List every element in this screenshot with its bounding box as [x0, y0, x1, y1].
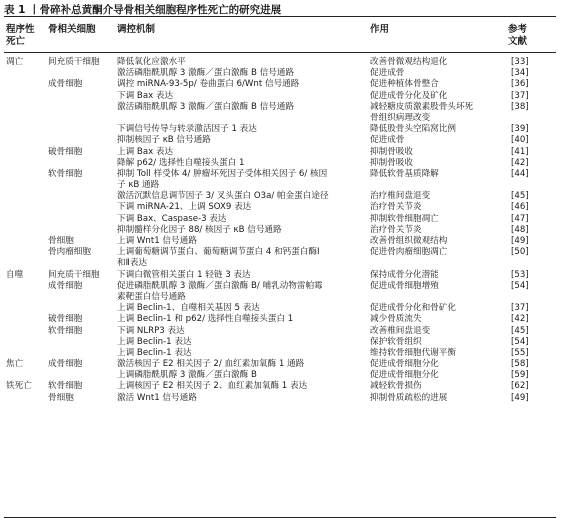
cell-ref: [49] [511, 236, 529, 246]
cell-mechanism: 下调 miRNA-21、上调 SOX9 表达 [117, 202, 252, 213]
bottom-rule [4, 517, 556, 518]
cell-ref: [53] [511, 269, 529, 280]
cell-effect: 减轻糖皮质激素股骨头坏死 [370, 101, 474, 112]
cell-mechanism: 上调 Beclin-1 表达 [117, 347, 192, 358]
cell-effect: 减轻软骨损伤 [370, 381, 422, 392]
cell-effect: 促进种植体骨整合 [370, 79, 439, 90]
table-row [0, 359, 562, 370]
table-row [0, 158, 562, 169]
cell-ref: [37] [511, 303, 529, 314]
table-row [0, 247, 562, 258]
cell-ref: [49] [511, 392, 529, 403]
table-row [0, 236, 562, 247]
cell-celltype: 软骨细胞 [48, 325, 83, 336]
table-row [0, 79, 562, 90]
cell-type: 自噬 [6, 269, 24, 280]
cell-ref: [58] [511, 359, 529, 370]
cell-celltype: 软骨细胞 [48, 381, 83, 392]
cell-effect: 促进成骨细胞分化 [370, 370, 439, 381]
header-type [6, 24, 35, 48]
cell-ref: [50] [511, 247, 529, 258]
cell-celltype: 破骨细胞 [48, 314, 83, 325]
table-body [0, 57, 562, 404]
table-row [0, 303, 562, 314]
table-row [0, 292, 562, 303]
cell-effect: 抑制软骨细胞凋亡 [370, 213, 439, 224]
cell-effect: 抑制骨吸收 [370, 146, 413, 157]
table-row [0, 113, 562, 124]
cell-mechanism: 激活核因子 E2 相关因子 2/ 血红素加氧酶 1 通路 [117, 359, 305, 370]
header-type-line1: 程序性 [6, 24, 35, 35]
cell-effect: 促进成骨 [370, 135, 405, 146]
cell-effect: 促进成骨细胞增殖 [370, 280, 439, 291]
cell-mechanism: 上调 Wnt1 信号通路 [117, 236, 197, 246]
cell-effect: 抑制骨质疏松的进展 [370, 392, 448, 403]
table-row [0, 147, 562, 158]
cell-type: 焦亡 [6, 359, 24, 370]
cell-mechanism: 下调白微管相关蛋白 1 轻链 3 表达 [117, 269, 251, 280]
cell-type: 铁死亡 [6, 381, 32, 392]
header-effect: 作用 [370, 24, 390, 35]
cell-celltype: 成骨细胞 [48, 280, 83, 291]
cell-mechanism: 激活磷脂酰肌醇 3 激酶／蛋白激酶 B 信号通路 [117, 101, 294, 112]
cell-ref: [44] [511, 168, 529, 179]
header-rule [4, 52, 556, 53]
cell-mechanism: 抑制核因子 κB 信号通路 [117, 135, 211, 146]
cell-mechanism: 下调信号传导与转录激活因子 1 表达 [117, 124, 257, 135]
top-rule [4, 16, 556, 17]
cell-ref: [54] [511, 336, 529, 347]
cell-celltype: 骨细胞 [48, 392, 74, 403]
cell-effect: 治疗骨关节炎 [370, 202, 422, 213]
cell-mechanism: 上调 Beclin-1、自噬相关基因 5 表达 [117, 303, 260, 314]
header-ref-line1: 参考 [508, 24, 528, 35]
table-row [0, 214, 562, 225]
cell-ref: [42] [511, 314, 529, 325]
cell-mechanism: 调控 miRNA-93-5p/ 卷曲蛋白 6/Wnt 信号通路 [117, 79, 300, 90]
cell-effect: 骨组织病理改变 [370, 112, 431, 123]
cell-mechanism: 降解 p62/ 选择性自噬接头蛋白 1 [117, 157, 245, 168]
table-row [0, 270, 562, 281]
table-row [0, 258, 562, 269]
cell-effect: 促进骨肉瘤细胞凋亡 [370, 247, 448, 258]
cell-effect: 减少骨质流失 [370, 314, 422, 325]
cell-ref: [59] [511, 370, 529, 381]
header-ref-line2: 文献 [508, 36, 528, 47]
table-row [0, 169, 562, 180]
cell-effect: 降低软骨基质降解 [370, 168, 439, 179]
table-row [0, 202, 562, 213]
cell-mechanism: 和Ⅱ表达 [117, 258, 148, 269]
table-row [0, 68, 562, 79]
cell-ref: [54] [511, 280, 529, 291]
cell-celltype: 成骨细胞 [48, 79, 83, 90]
cell-mechanism: 上调葡萄糖调节蛋白、葡萄糖调节蛋白 4 和钙蛋白酶Ⅰ [117, 247, 320, 258]
cell-celltype: 骨细胞 [48, 236, 74, 246]
cell-effect: 保持成骨分化潜能 [370, 269, 439, 280]
cell-mechanism: 上调磷脂酰肌醇 3 激酶／蛋白激酶 B [117, 370, 257, 381]
cell-celltype: 间充质干细胞 [48, 57, 100, 67]
table-row [0, 124, 562, 135]
table-row [0, 348, 562, 359]
cell-effect: 改善椎间盘退变 [370, 325, 431, 336]
cell-celltype: 间充质干细胞 [48, 269, 100, 280]
cell-type: 凋亡 [6, 57, 24, 67]
cell-mechanism: 上调核因子 E2 相关因子 2、血红素加氧酶 1 表达 [117, 381, 308, 392]
cell-ref: [47] [511, 213, 529, 224]
cell-mechanism: 上调 Beclin-1 表达 [117, 336, 192, 347]
cell-ref: [45] [511, 325, 529, 336]
header-cell: 骨相关细胞 [48, 24, 96, 35]
table-row [0, 57, 562, 68]
cell-mechanism: 下调 NLRP3 表达 [117, 325, 185, 336]
cell-mechanism: 激活沉默信息调节因子 3/ 叉头蛋白 O3a/ 帕金蛋白途径 [117, 191, 329, 202]
table-row [0, 91, 562, 102]
header-type-line2: 死亡 [6, 36, 26, 47]
cell-ref: [34] [511, 68, 529, 79]
cell-effect: 抑制骨吸收 [370, 157, 413, 168]
cell-celltype: 破骨细胞 [48, 146, 83, 157]
table-row [0, 337, 562, 348]
cell-ref: [36] [511, 79, 529, 90]
cell-ref: [40] [511, 135, 529, 146]
cell-effect: 维持软骨细胞代谢平衡 [370, 347, 456, 358]
table-row [0, 381, 562, 392]
cell-ref: [62] [511, 381, 529, 392]
cell-ref: [55] [511, 347, 529, 358]
cell-mechanism: 下调 Bax、Caspase-3 表达 [117, 213, 227, 224]
cell-ref: [38] [511, 101, 529, 112]
cell-celltype: 成骨细胞 [48, 359, 83, 370]
table-row [0, 191, 562, 202]
table-row [0, 281, 562, 292]
table-row [0, 180, 562, 191]
cell-effect: 促进成骨 [370, 68, 405, 79]
cell-mechanism: 素靶蛋白信号通路 [117, 291, 186, 302]
cell-ref: [42] [511, 157, 529, 168]
cell-celltype: 骨肉瘤细胞 [48, 247, 91, 258]
cell-ref: [37] [511, 90, 529, 101]
header-mechanism: 调控机制 [117, 24, 156, 35]
cell-effect: 治疗骨关节炎 [370, 224, 422, 235]
cell-ref: [48] [511, 224, 529, 235]
table-row [0, 314, 562, 325]
header-ref [508, 24, 527, 48]
cell-mechanism: 上调 Beclin-1 和 p62/ 选择性自噬接头蛋白 1 [117, 314, 294, 325]
cell-mechanism: 激活 Wnt1 信号通路 [117, 392, 197, 403]
table-row [0, 102, 562, 113]
cell-mechanism: 抑制 Toll 样受体 4/ 肿瘤坏死因子受体相关因子 6/ 核因 [117, 168, 328, 179]
cell-effect: 治疗椎间盘退变 [370, 191, 431, 202]
table-row [0, 393, 562, 404]
cell-celltype: 软骨细胞 [48, 168, 83, 179]
cell-effect: 改善骨微观结构退化 [370, 57, 448, 67]
cell-ref: [39] [511, 124, 529, 135]
cell-ref: [41] [511, 146, 529, 157]
cell-mechanism: 降低氧化应激水平 [117, 57, 186, 67]
cell-mechanism: 促进磷脂酰肌醇 3 激酶／蛋白激酶 B/ 哺乳动物雷帕霉 [117, 280, 323, 291]
table-row [0, 326, 562, 337]
cell-mechanism: 下调 Bax 表达 [117, 90, 174, 101]
table-row [0, 135, 562, 146]
cell-mechanism: 激活磷脂酰肌醇 3 激酶／蛋白激酶 B 信号通路 [117, 68, 294, 79]
cell-mechanism: 抑制髓样分化因子 88/ 核因子 κB 信号通路 [117, 224, 282, 235]
table-row [0, 370, 562, 381]
cell-ref: [45] [511, 191, 529, 202]
cell-mechanism: 上调 Bax 表达 [117, 146, 174, 157]
cell-effect: 降低股骨头空陷窝比例 [370, 124, 456, 135]
cell-ref: [33] [511, 57, 529, 67]
cell-mechanism: 子 κB 通路 [117, 180, 160, 191]
cell-effect: 促进成骨分化及矿化 [370, 90, 448, 101]
table-caption: 表 1 丨骨碎补总黄酮介导骨相关细胞程序性死亡的研究进展 [4, 4, 282, 16]
cell-effect: 保护软骨组织 [370, 336, 422, 347]
cell-ref: [46] [511, 202, 529, 213]
cell-effect: 促进成骨细胞分化 [370, 359, 439, 370]
cell-effect: 改善骨组织微观结构 [370, 236, 448, 246]
table-row [0, 225, 562, 236]
cell-effect: 促进成骨分化和骨矿化 [370, 303, 456, 314]
